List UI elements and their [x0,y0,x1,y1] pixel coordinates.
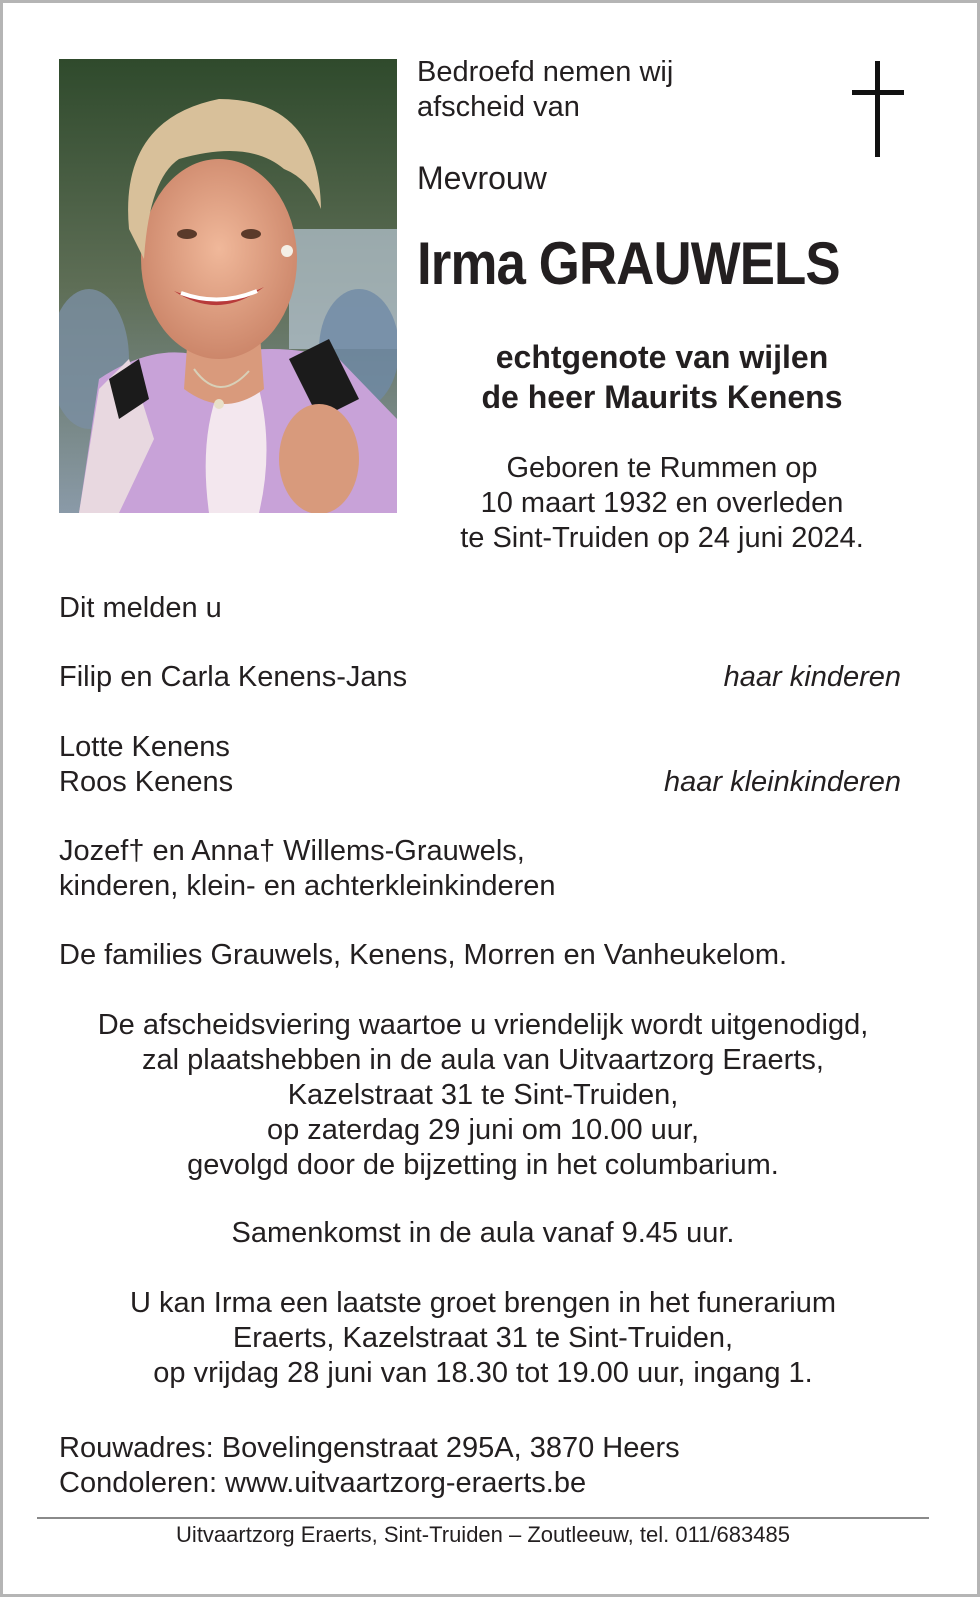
portrait-photo [59,59,397,513]
family-children-relation: haar kinderen [723,661,901,693]
address-text: Rouwadres: Bovelingenstraat 295A, 3870 Heers [59,1432,680,1464]
condolences-text: Condoleren: www.uitvaartzorg-eraerts.be [59,1467,587,1499]
honorific: Mevrouw [417,160,547,196]
birth-death-info: Geboren te Rummen op 10 maart 1932 en overleden te Sint-Truiden op 24 juni 2024. [460,452,864,554]
family-children-names: Filip en Carla Kenens-Jans [59,661,408,693]
footer-funeral-home: Uitvaartzorg Eraerts, Sint-Truiden – Zoutleeuw, tel. 011/683485 [176,1522,790,1547]
families-text: De families Grauwels, Kenens, Morren en Vanheukelom. [59,939,788,971]
announce-text: Dit melden u [59,592,222,624]
siblings-text: Jozef† en Anna† Willems-Grauwels, kinderen, klein- en achterkleinkinderen [59,835,556,902]
gathering-text: Samenkomst in de aula vanaf 9.45 uur. [231,1217,735,1249]
family-grandchildren-relation: haar kleinkinderen [664,766,901,798]
spouse-line: echtgenote van wijlen de heer Maurits Kenens [481,339,843,415]
deceased-name: Irma GRAUWELS [417,230,840,297]
family-grandchildren-names: Lotte Kenens Roos Kenens [59,731,234,798]
ceremony-text: De afscheidsviering waartoe u vriendelijk wordt uitgenodigd, zal plaatshebben in de aula van Uitvaartzorg Eraerts, Kazelstraat 31 te Sint-Truiden, op zaterdag 29 juni om 10.00 uur, gevolgd door de bijzetting in het columbarium. [97,1009,869,1181]
visitation-text: U kan Irma een laatste groet brengen in het funerarium Eraerts, Kazelstraat 31 te Sint-Truiden, op vrijdag 28 juni van 18.30 tot 19.00 uur, ingang 1. [129,1287,837,1389]
intro-text: Bedroefd nemen wij afscheid van [417,56,674,123]
latin-cross-icon [849,61,907,161]
